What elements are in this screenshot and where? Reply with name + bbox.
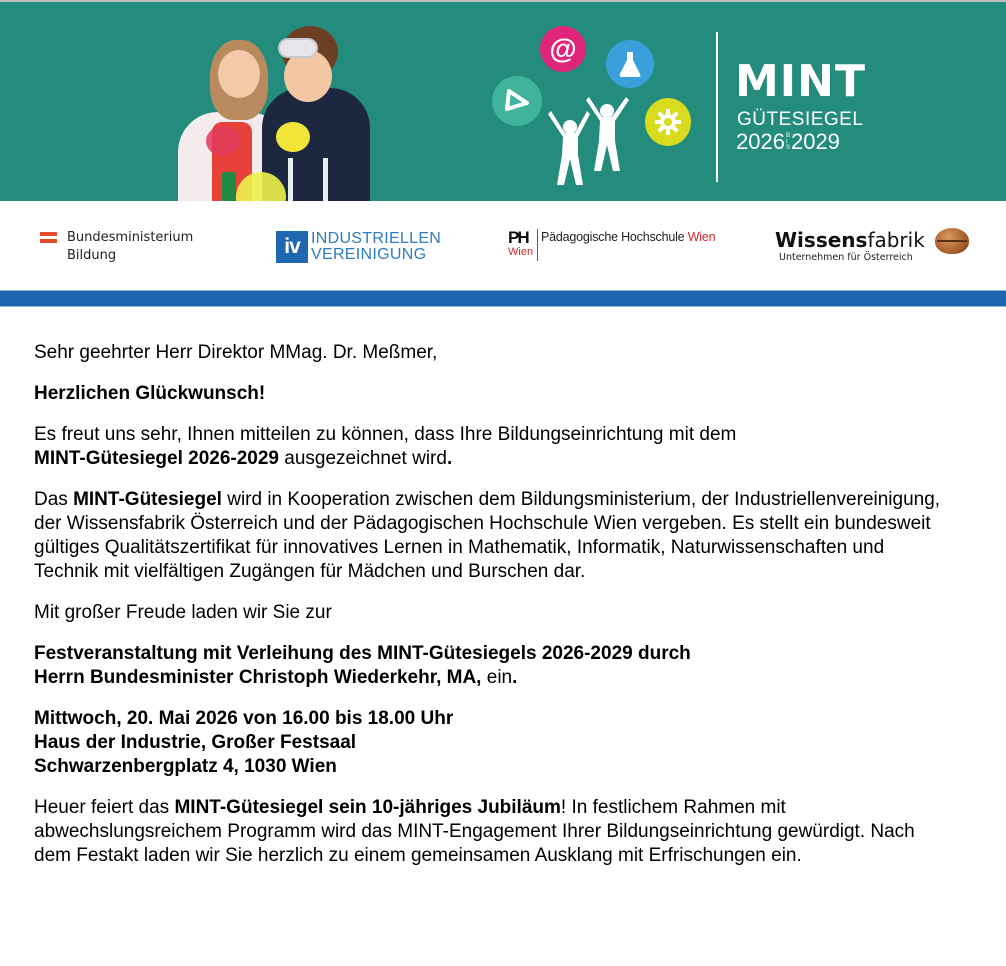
logo-divider [716, 32, 718, 182]
year-end: 2029 [790, 129, 840, 154]
paragraph-invitation-intro: Mit großer Freude laden wir Sie zur [34, 602, 332, 623]
logo-paedagogische-hochschule-wien: PH Wien Pädagogische Hochschule Wien [508, 229, 715, 261]
event-title: Festveranstaltung mit Verleihung des MINT-Gütesiegels 2026-2029 durch Herrn Bundesminister Christoph Wiederkehr, MA, ein. [34, 643, 691, 688]
ph-mark-icon: PH Wien [508, 229, 538, 261]
gear-icon [645, 98, 691, 146]
paragraph-jubilee: Heuer feiert das MINT-Gütesiegel sein 10-jähriges Jubiläum! In festlichem Rahmen mit abwechslungsreichem Programm wird das MINT-Engagement Ihrer Bildungseinrichtung gewürdigt. Nach dem Festakt laden wir Sie herzlich zu einem gemeinsamen Ausklang mit Erfrischungen ein. [34, 797, 915, 866]
people-figures-icon [545, 97, 640, 189]
mint-logo-subtitle: GÜTESIEGEL [737, 109, 864, 130]
year-start: 2026 [736, 129, 785, 154]
event-date: Mittwoch, 20. Mai 2026 von 16.00 bis 18.00 Uhr [34, 708, 454, 729]
partner-logos [0, 201, 1006, 290]
letter-body [34, 341, 974, 885]
paragraph-award: Es freut uns sehr, Ihnen mitteilen zu können, dass Ihre Bildungseinrichtung mit dem MINT-Gütesiegel 2026-2029 ausgezeichnet wird. [34, 424, 737, 469]
accent-bar [0, 290, 1006, 307]
kids-lab-photo [170, 22, 370, 201]
event-address: Schwarzenbergplatz 4, 1030 Wien [34, 756, 337, 777]
at-icon: @ [540, 26, 586, 72]
congratulations-heading: Herzlichen Glückwunsch! [34, 383, 266, 404]
logo-wissensfabrik: Wissensfabrik Unternehmen für Österreich [775, 229, 969, 263]
flask-icon [606, 40, 654, 88]
event-details [34, 707, 974, 779]
logo-industriellenvereinigung: iv INDUSTRIELLEN VEREINIGUNG [276, 231, 441, 263]
logo-bundesministerium-bildung: Bundesministerium Bildung [40, 229, 193, 265]
walnut-icon [935, 228, 969, 254]
salutation: Sehr geehrter Herr Direktor MMag. Dr. Meßmer, [34, 342, 438, 363]
header-banner [0, 2, 1006, 201]
mint-logo-title: MINT [735, 56, 866, 107]
year-connector: B I S [785, 133, 790, 151]
paragraph-about: Das MINT-Gütesiegel wird in Kooperation zwischen dem Bildungsministerium, der Industriellenvereinigung, der Wissensfabrik Österreich und der Pädagogischen Hochschule Wien vergeben. Es stellt ein bundesweit gültiges Qualitätszertifikat für innovatives Lernen in Mathematik, Informatik, Naturwissenschaften und Technik mit vielfältigen Zugängen für Mädchen und Burschen dar. [34, 489, 941, 582]
play-triangle-icon [492, 76, 542, 126]
mint-logo-years [736, 130, 840, 154]
event-venue: Haus der Industrie, Großer Festsaal [34, 732, 357, 753]
austria-flag-icon [40, 232, 57, 265]
iv-mark-icon: iv [276, 231, 308, 263]
